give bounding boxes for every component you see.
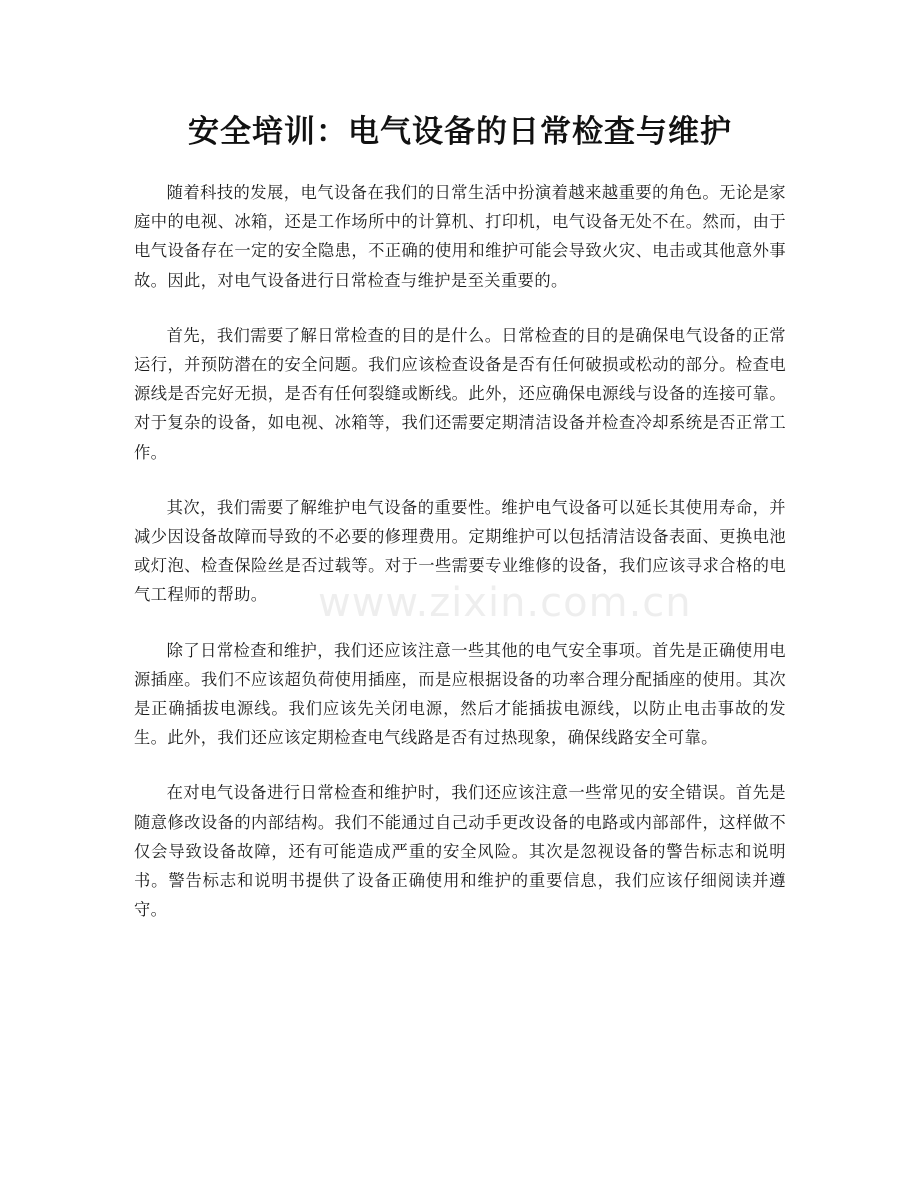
paragraph-5: 在对电气设备进行日常检查和维护时，我们还应该注意一些常见的安全错误。首先是随意修改设备的内部结构。我们不能通过自己动手更改设备的电路或内部部件，这样做不仅会导致设备故障，还有可能造成严重的安全风险。其次是忽视设备的警告标志和说明书。警告标志和说明书提供了设备正确使用和维护的重要信息，我们应该仔细阅读并遵守。: [134, 783, 786, 920]
paragraph-3: 其次，我们需要了解维护电气设备的重要性。维护电气设备可以延长其使用寿命，并减少因设备故障而导致的不必要的修理费用。定期维护可以包括清洁设备表面、更换电池或灯泡、检查保险丝是否过载等。对于一些需要专业维修的设备，我们应该寻求合格的电气工程师的帮助。: [134, 497, 786, 605]
paragraph-1: 随着科技的发展，电气设备在我们的日常生活中扮演着越来越重要的角色。无论是家庭中的电视、冰箱，还是工作场所中的计算机、打印机，电气设备无处不在。然而，由于电气设备存在一定的安全隐患，不正确的使用和维护可能会导致火灾、电击或其他意外事故。因此，对电气设备进行日常检查与维护是至关重要的。: [134, 183, 786, 290]
watermark: www.zixin.com.cn: [318, 580, 692, 626]
document-body: [134, 178, 786, 950]
paragraph-4: 除了日常检查和维护，我们还应该注意一些其他的电气安全事项。首先是正确使用电源插座。我们不应该超负荷使用插座，而是应根据设备的功率合理分配插座的使用。其次是正确插拔电源线。我们应该先关闭电源，然后才能插拔电源线，以防止电击事故的发生。此外，我们还应该定期检查电气线路是否有过热现象，确保线路安全可靠。: [134, 640, 786, 748]
document-title: 安全培训：电气设备的日常检查与维护: [188, 114, 732, 150]
paragraph-2: 首先，我们需要了解日常检查的目的是什么。日常检查的目的是确保电气设备的正常运行，并预防潜在的安全问题。我们应该检查设备是否有任何破损或松动的部分。检查电源线是否完好无损，是否有任何裂缝或断线。此外，还应确保电源线与设备的连接可靠。对于复杂的设备，如电视、冰箱等，我们还需要定期清洁设备并检查冷却系统是否正常工作。: [134, 325, 786, 462]
